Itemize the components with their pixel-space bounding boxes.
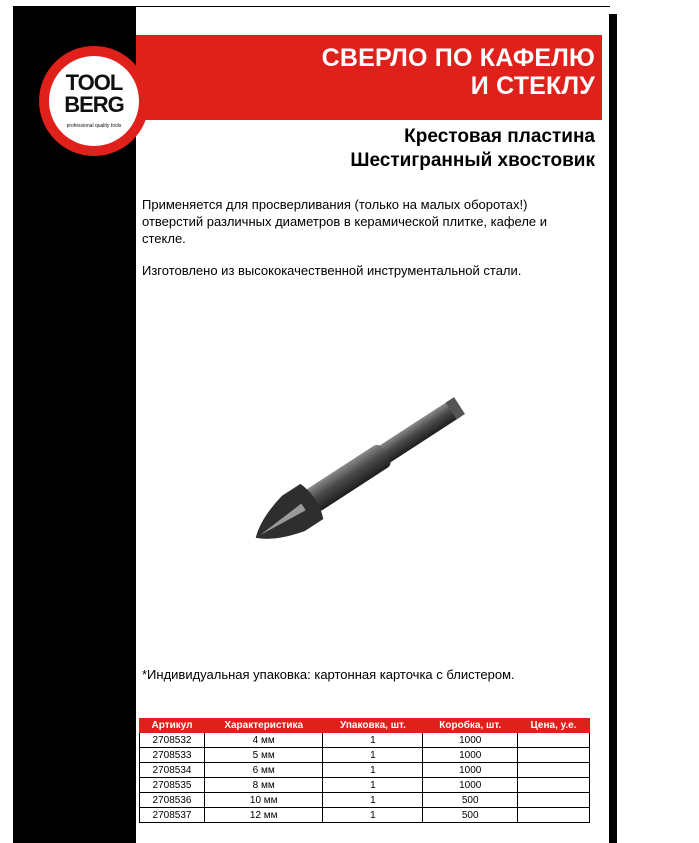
cell-price xyxy=(517,748,589,763)
header-characteristic: Характеристика xyxy=(205,719,323,733)
spec-table xyxy=(139,718,590,823)
brand-tagline: professional quality tools xyxy=(66,123,122,129)
cell-box: 500 xyxy=(423,793,517,808)
cell-box: 1000 xyxy=(423,733,517,748)
table-row xyxy=(140,748,590,763)
cell-price xyxy=(517,763,589,778)
header-article: Артикул xyxy=(140,719,205,733)
subtitle-line-2: Шестигранный хвостовик xyxy=(350,150,595,171)
table-row xyxy=(140,763,590,778)
cell-package: 1 xyxy=(323,733,423,748)
cell-box: 500 xyxy=(423,808,517,823)
page-title xyxy=(322,44,595,100)
cell-price xyxy=(517,808,589,823)
cell-article: 2708533 xyxy=(140,748,205,763)
packaging-note: *Индивидуальная упаковка: картонная карточка с блистером. xyxy=(142,667,515,682)
table-row xyxy=(140,808,590,823)
title-line-2: И СТЕКЛУ xyxy=(470,72,595,100)
brand-name xyxy=(49,72,139,116)
brand-line-2: BERG xyxy=(64,92,124,117)
header-price: Цена, у.е. xyxy=(517,719,589,733)
table-row xyxy=(140,793,590,808)
table-row xyxy=(140,778,590,793)
product-subtitle xyxy=(350,125,595,173)
cell-characteristic: 8 мм xyxy=(205,778,323,793)
brand-line-1: TOOL xyxy=(65,70,123,95)
table-header-row xyxy=(140,719,590,733)
cell-article: 2708532 xyxy=(140,733,205,748)
subtitle-line-1: Крестовая пластина xyxy=(404,126,595,147)
cell-box: 1000 xyxy=(423,748,517,763)
cell-characteristic: 4 мм xyxy=(205,733,323,748)
cell-box: 1000 xyxy=(423,763,517,778)
cell-package: 1 xyxy=(323,748,423,763)
header-divider xyxy=(136,117,602,120)
cell-characteristic: 5 мм xyxy=(205,748,323,763)
cell-price xyxy=(517,733,589,748)
cell-package: 1 xyxy=(323,763,423,778)
title-line-1: СВЕРЛО ПО КАФЕЛЮ xyxy=(321,44,595,72)
drill-bit-image xyxy=(230,394,495,544)
description-paragraph-1: Применяется для просверливания (только на малых оборотах!) отверстий различных диаметров в керамической плитке, кафеле и стекле. xyxy=(142,197,548,246)
cell-article: 2708536 xyxy=(140,793,205,808)
cell-price xyxy=(517,793,589,808)
cell-characteristic: 6 мм xyxy=(205,763,323,778)
cell-characteristic: 10 мм xyxy=(205,793,323,808)
cell-characteristic: 12 мм xyxy=(205,808,323,823)
cell-article: 2708534 xyxy=(140,763,205,778)
header-box: Коробка, шт. xyxy=(423,719,517,733)
header-package: Упаковка, шт. xyxy=(323,719,423,733)
cell-price xyxy=(517,778,589,793)
cell-article: 2708535 xyxy=(140,778,205,793)
page-shadow xyxy=(609,14,617,843)
cell-package: 1 xyxy=(323,808,423,823)
cell-package: 1 xyxy=(323,793,423,808)
cell-article: 2708537 xyxy=(140,808,205,823)
table-row xyxy=(140,733,590,748)
cell-box: 1000 xyxy=(423,778,517,793)
cell-package: 1 xyxy=(323,778,423,793)
description-paragraph-2: Изготовлено из высококачественной инструментальной стали. xyxy=(142,263,522,278)
